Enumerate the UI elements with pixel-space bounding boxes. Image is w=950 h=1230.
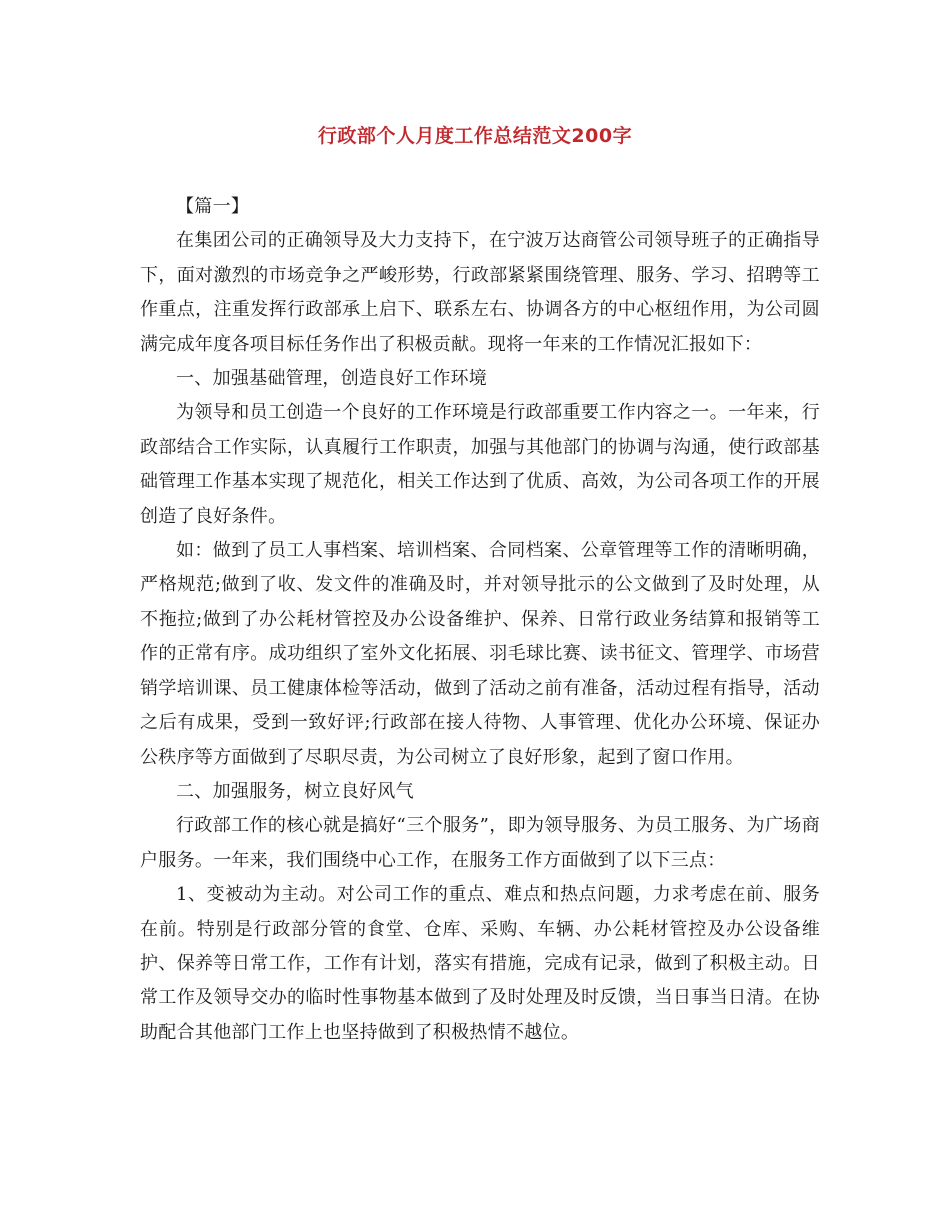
section-heading-2: 二、加强服务，树立良好风气 [176,780,414,802]
document-body [140,190,820,1050]
section-marker: 【篇一】 [176,196,250,217]
paragraph-intro: 在集团公司的正确领导及大力支持下，在宁波万达商管公司领导班子的正确指导下，面对激烈的市场竞争之严峻形势，行政部紧紧围绕管理、服务、学习、招聘等工作重点，注重发挥行政部承上启下、联系左右、协调各方的中心枢纽作用，为公司圆满完成年度各项目标任务作出了积极贡献。现将一年来的工作情况汇报如下： [140,230,820,355]
paragraph-point-1: 1、变被动为主动。对公司工作的重点、难点和热点问题，力求考虑在前、服务在前。特别是行政部分管的食堂、仓库、采购、车辆、办公耗材管控及办公设备维护、保养等日常工作，工作有计划，落实有措施，完成有记录，做到了积极主动。日常工作及领导交办的临时性事物基本做到了及时处理及时反馈，当日事当日清。在协助配合其他部门工作上也坚持做到了积极热情不越位。 [140,884,820,1043]
paragraph-examples: 如：做到了员工人事档案、培训档案、合同档案、公章管理等工作的清晰明确，严格规范;做到了收、发文件的准确及时，并对领导批示的公文做到了及时处理，从不拖拉;做到了办公耗材管控及办公设备维护、保养、日常行政业务结算和报销等工作的正常有序。成功组织了室外文化拓展、羽毛球比赛、读书征文、管理学、市场营销学培训课、员工健康体检等活动，做到了活动之前有准备，活动过程有指导，活动之后有成果，受到一致好评;行政部在接人待物、人事管理、优化办公环境、保证办公秩序等方面做到了尽职尽责，为公司树立了良好形象，起到了窗口作用。 [140,540,820,768]
document-title: 行政部个人月度工作总结范文200字 [317,125,633,147]
paragraph-three-services: 行政部工作的核心就是搞好“三个服务”，即为领导服务、为员工服务、为广场商户服务。一年来，我们围绕中心工作，在服务工作方面做到了以下三点： [140,815,820,871]
paragraph-basic-management: 为领导和员工创造一个良好的工作环境是行政部重要工作内容之一。一年来，行政部结合工作实际，认真履行工作职责，加强与其他部门的协调与沟通，使行政部基础管理工作基本实现了规范化，相关工作达到了优质、高效，为公司各项工作的开展创造了良好条件。 [140,402,820,527]
section-heading-1: 一、加强基础管理，创造良好工作环境 [176,368,488,390]
